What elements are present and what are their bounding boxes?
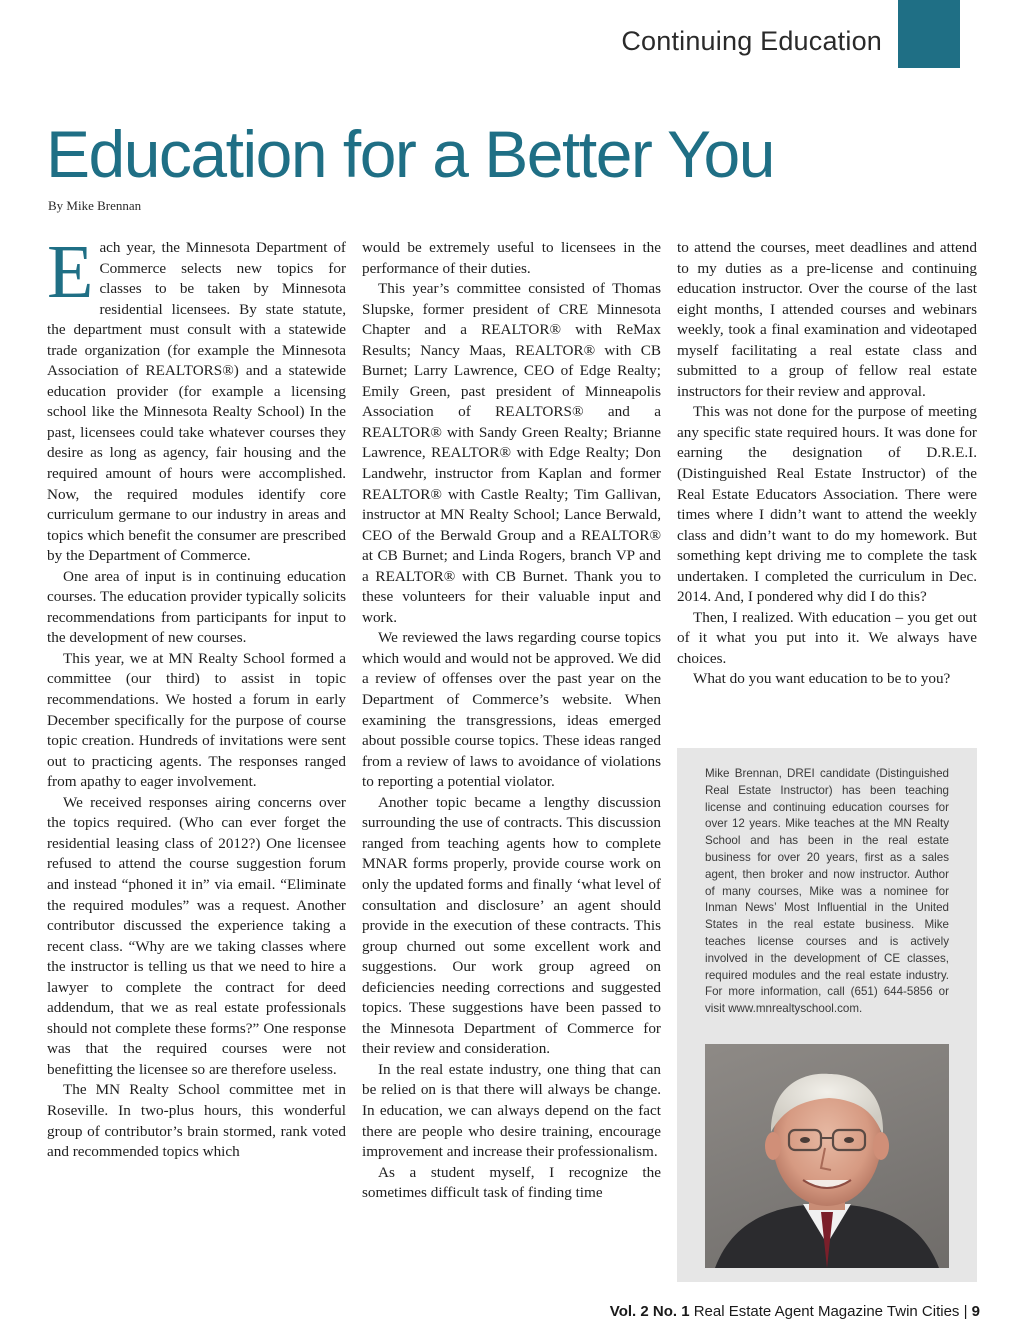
paragraph: In the real estate industry, one thing that can be relied on is that there will always be change. In education, we can always depend on the fact there are people who desire training, encourage improvement and increase their professionalism.: [362, 1060, 661, 1161]
article-column-2: [362, 238, 661, 1288]
article-title: Education for a Better You: [46, 117, 774, 191]
paragraph: What do you want education to be to you?: [693, 670, 951, 688]
paragraph: One area of input is in continuing education courses. The education provider typically solicits recommendations from participants for input to the development of new courses.: [47, 567, 346, 647]
paragraph: to attend the courses, meet deadlines and attend to my duties as a pre-license and continuing education instructor. Over the course of the last eight months, I attended courses and webinars weekly, took a final examination and videotaped myself facilitating a real estate class and submitted to a group of fellow real estate instructors for their review and approval.: [677, 239, 977, 400]
author-photo: [705, 1044, 949, 1268]
section-header: Continuing Education: [621, 26, 882, 56]
paragraph: would be extremely useful to licensees in the performance of their duties.: [362, 239, 661, 277]
article-column-3: [677, 238, 977, 738]
paragraph: This year, we at MN Realty School formed a committee (our third) to assist in topic recommendations. We hosted a forum in early December specifically for the purpose of course topic creation. Hundreds of invitations were sent out to practicing agents. The responses ranged from apathy to eager involvement.: [47, 649, 346, 791]
footer-page-number: 9: [971, 1303, 980, 1320]
paragraph: The MN Realty School committee met in Roseville. In two-plus hours, this wonderful group of contributor’s brain stormed, rank voted and recommended topics which: [47, 1081, 346, 1161]
paragraph: We received responses airing concerns over the topics required. (Who can ever forget the residential leasing class of 2012?) One licensee refused to attend the course suggestion forum and instead “phoned it in” via email. “Eliminate the required modules” was a request. Another contributor discussed the experience taking a recent class. “Why are we taking classes where the instructor is telling us that we need to hire a lawyer to complete the contract for deed addendum, that we as real estate professionals should not complete these forms?” One response was that the required courses were not benefitting the licensee so are therefore useless.: [47, 793, 346, 1078]
paragraph: As a student myself, I recognize the sometimes difficult task of finding time: [362, 1163, 661, 1202]
paragraph: We reviewed the laws regarding course topics which would and would not be approved. We did a review of offenses over the past year on the Department of Commerce’s website. When examining the transgressions, ideas emerged about possible course topics. These ideas ranged from a review of laws to avoidance of violations to reporting a potential violator.: [362, 629, 661, 791]
drop-cap: E: [47, 238, 94, 314]
article-column-1: [47, 238, 346, 1288]
paragraph: ach year, the Minnesota Department of Commerce selects new topics for classes to be taken by Minnesota residential licensees. By state statute, the department must consult with a statewide trade organization (for example the Minnesota Association of REALTORS®) and a statewide education provider (for example a licensing school like the Minnesota Realty School) In the past, licensees could take whatever courses they desire as long as agency, fair housing and the required amount of hours were accomplished. Now, the required modules identify core curriculum germane to our industry in areas and topics which benefit the consumer are prescribed by the Department of Commerce.: [47, 239, 346, 565]
paragraph: This year’s committee consisted of Thomas Slupske, former president of CRE Minnesota Chapter and a REALTOR® with ReMax Results; Nancy Maas, REALTOR® with CB Burnet; Larry Lawrence, CEO of Edge Realty; Emily Green, past president of Minneapolis Association of REALTORS® and a REALTOR® with Sandy Green Realty; Brianne Lawrence, REALTOR® with Edge Realty; Don Landwehr, instructor from Kaplan and former REALTOR® with Castle Realty; Tim Gallivan, instructor at MN Realty School; Lance Berwald, CEO of the Berwald Group and a REALTOR® at CB Burnet; and Linda Rogers, branch VP and a REALTOR® with CB Burnet. Thank you to these volunteers for their valuable input and work.: [362, 280, 661, 626]
paragraph: This was not done for the purpose of meeting any specific state required hours. It was done for earning the designation of D.R.E.I. (Distinguished Real Estate Instructor) of the Real Estate Educators Association. There were times where I didn’t want to attend the weekly class and didn’t want to do my homework. But something kept driving me to complete the task undertaken. I completed the curriculum in Dec. 2014. And, I pondered why did I do this?: [677, 403, 977, 606]
author-bio-text: Mike Brennan, DREI candidate (Distinguished Real Estate Instructor) has been teaching license and continuing education courses for over 12 years. Mike teaches at the MN Realty School and has been in the real estate business for over 20 years, first as a sales agent, then broker and now instructor. Author of many courses, Mike was a nominee for Inman News’ Most Influential in the United States in the real estate business. Mike teaches license courses and is actively involved in the development of CE classes, required modules and the real estate industry. For more information, call (651) 644-5856 or visit www.mnrealtyschool.com.: [705, 767, 949, 1016]
page-footer: [610, 1303, 980, 1320]
author-portrait-image: [705, 1044, 949, 1268]
paragraph: Another topic became a lengthy discussion surrounding the use of contracts. This discussion ranged from teaching agents how to complete MNAR forms properly, provide course work on only the updated forms and finally ‘what level of consultation and disclosure’ an agent should provide in the execution of these contracts. This group churned out some excellent work and suggestions. Our work group agreed on deficiencies needing corrections and suggested topics. These suggestions have been passed to the Minnesota Department of Commerce for their review and consideration.: [362, 793, 661, 1058]
footer-magazine: Real Estate Agent Magazine Twin Cities |: [689, 1303, 972, 1320]
article-byline: By Mike Brennan: [48, 198, 142, 213]
section-color-bar: [898, 0, 960, 68]
paragraph: Then, I realized. With education – you get out of it what you put into it. We always have choices.: [677, 608, 977, 667]
author-bio-box: [677, 748, 977, 1282]
footer-volume: Vol. 2 No. 1: [609, 1303, 690, 1320]
